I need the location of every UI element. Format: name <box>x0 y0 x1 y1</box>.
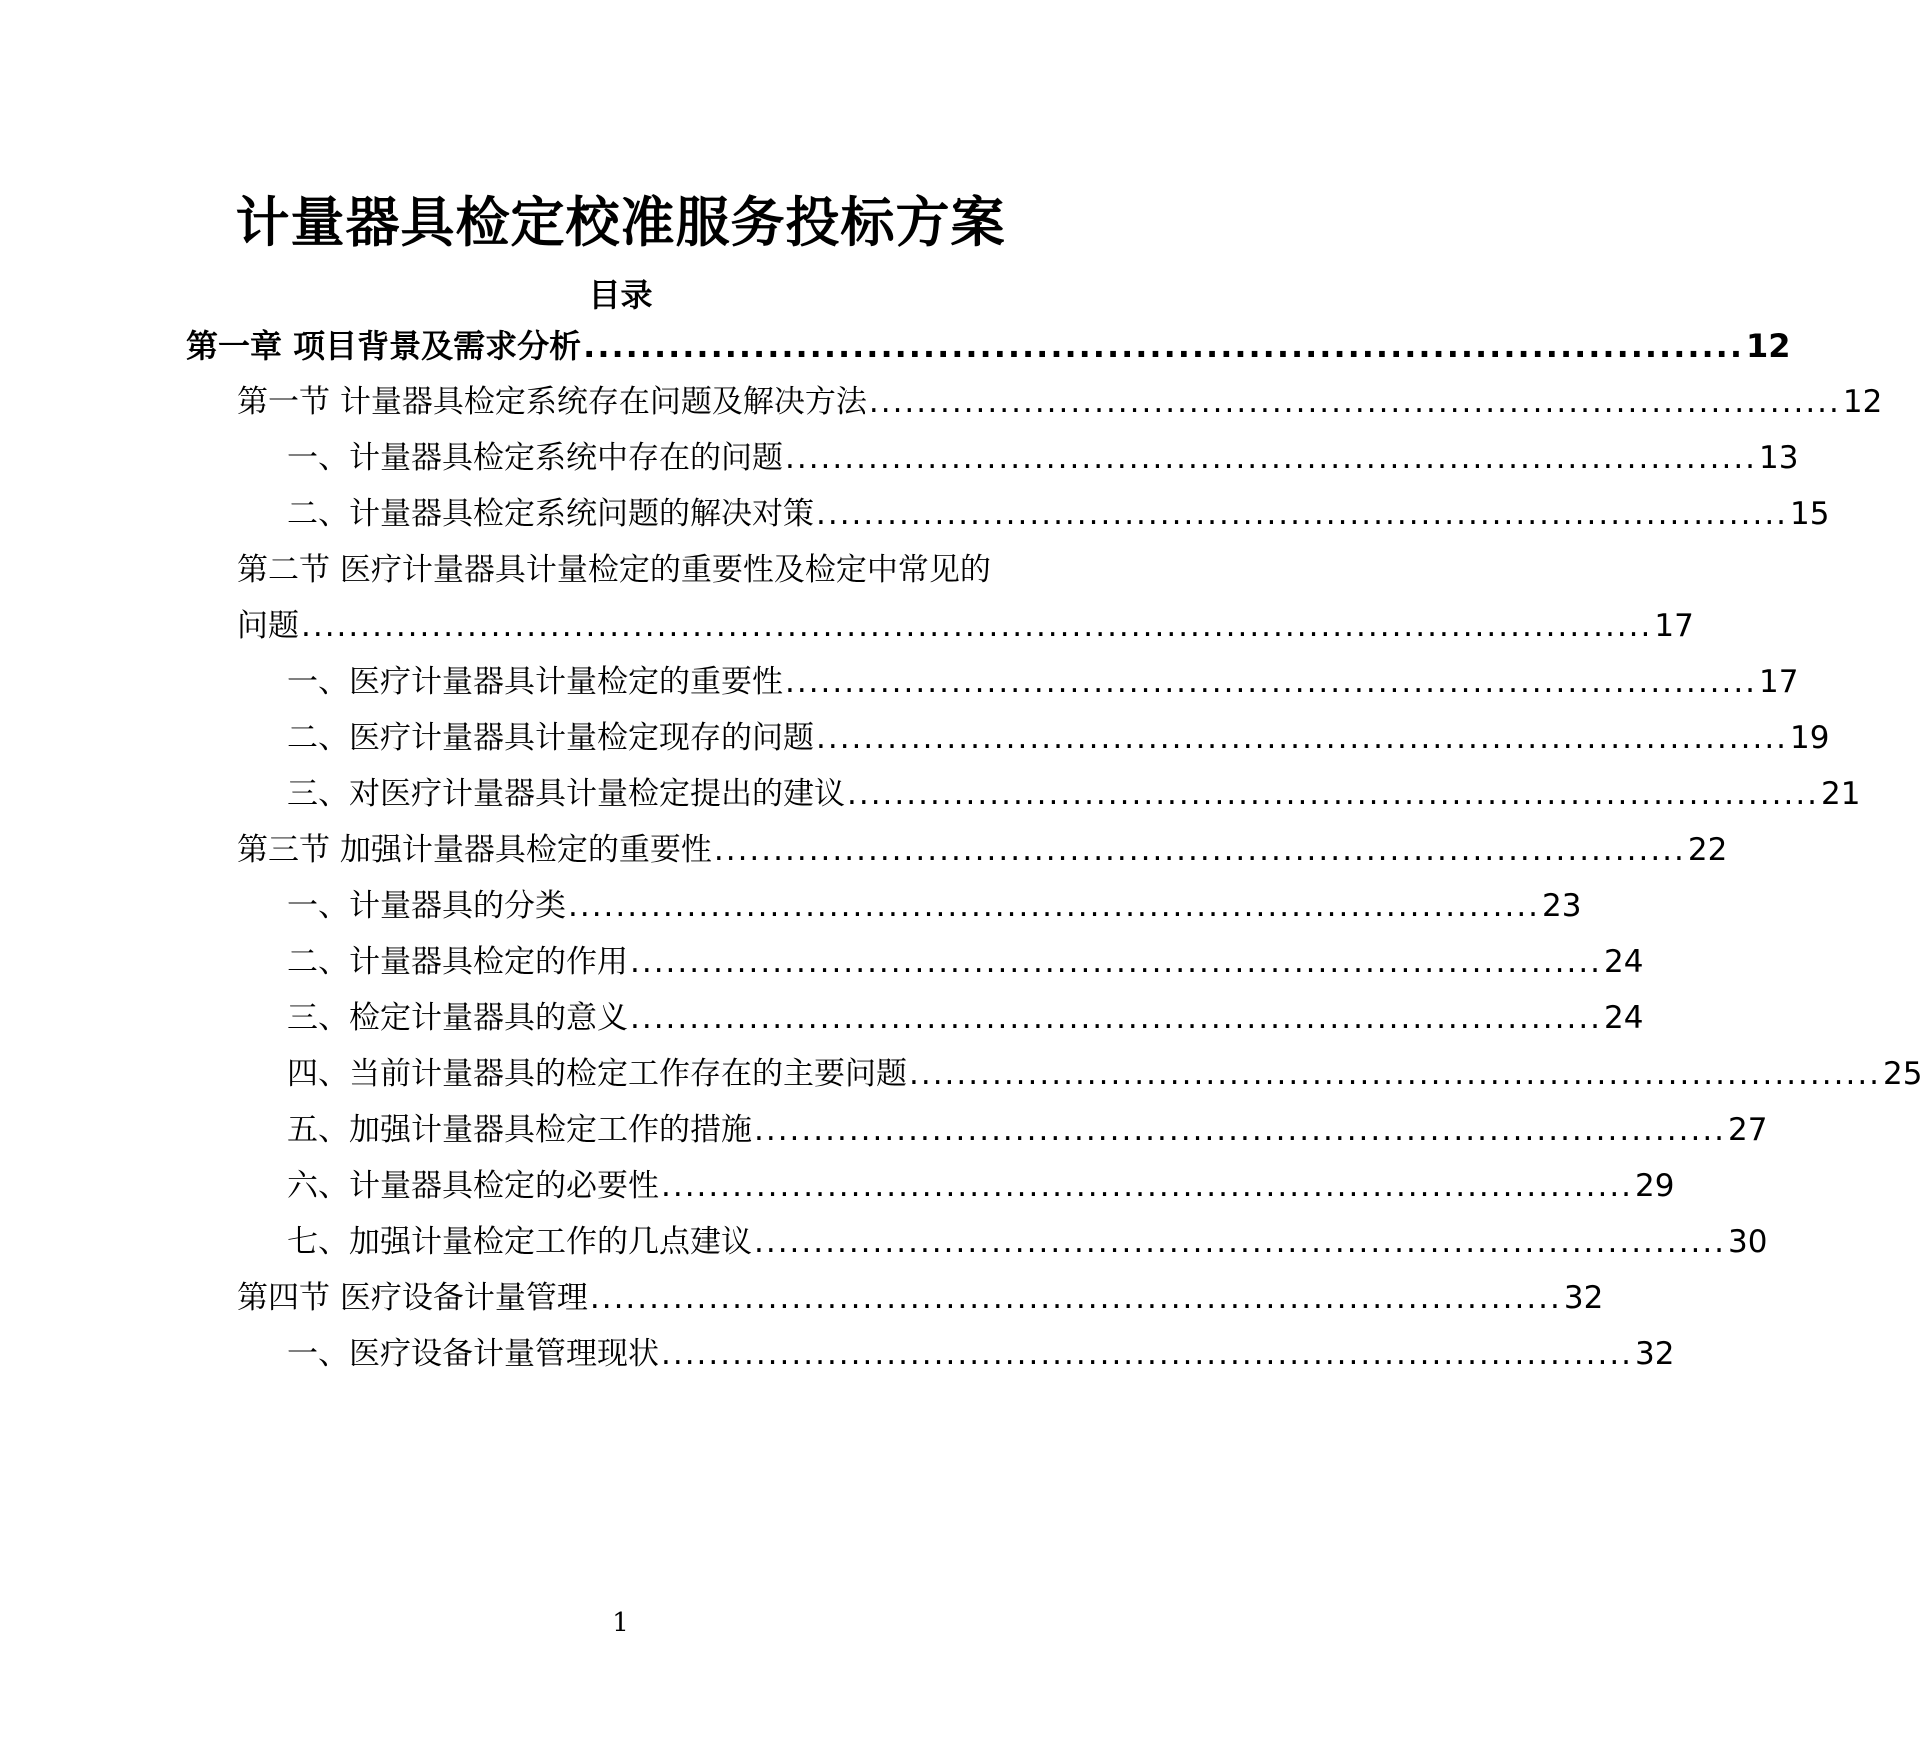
toc-leader-dots: .................................................................................. <box>630 944 1603 980</box>
toc-entry-page: 15 <box>1790 496 1830 532</box>
toc-entry-label: 五、加强计量器具检定工作的措施 <box>287 1112 752 1148</box>
toc-entry-label: 一、医疗设备计量管理现状 <box>287 1336 659 1372</box>
toc-entry-section-3[interactable] <box>237 822 1728 878</box>
toc-leader-dots: .................................................................................. <box>661 1336 1634 1372</box>
toc-entry-chapter-1[interactable] <box>186 318 1791 374</box>
toc-entry-label: 一、计量器具的分类 <box>287 888 566 924</box>
toc-entry-page: 29 <box>1635 1168 1675 1204</box>
toc-entry-label: 七、加强计量检定工作的几点建议 <box>287 1224 752 1260</box>
toc-entry-label: 二、计量器具检定的作用 <box>287 944 628 980</box>
toc-leader-dots: .................................................................................. <box>785 664 1758 700</box>
toc-leader-dots: .................................................................................. <box>847 776 1820 812</box>
toc-entry-item[interactable] <box>287 1046 1922 1102</box>
toc-entry-page: 23 <box>1542 888 1582 924</box>
toc-entry-page: 25 <box>1883 1056 1922 1092</box>
toc-entry-page: 12 <box>1842 384 1883 420</box>
toc-leader-dots: .................................................................................. <box>589 1280 1562 1316</box>
toc-entry-page: 24 <box>1604 944 1644 980</box>
toc-heading: 目录 <box>588 276 653 314</box>
toc-entry-page: 19 <box>1790 720 1830 756</box>
toc-entry-page: 17 <box>1654 608 1694 644</box>
toc-entry-page: 32 <box>1563 1280 1604 1316</box>
toc-entry-item[interactable] <box>287 486 1830 542</box>
toc-entry-item[interactable] <box>287 1102 1768 1158</box>
toc-entry-page: 13 <box>1759 440 1799 476</box>
toc-entry-label: 二、医疗计量器具计量检定现存的问题 <box>287 720 814 756</box>
document-title: 计量器具检定校准服务投标方案 <box>235 191 1006 254</box>
toc-entry-item[interactable] <box>287 710 1830 766</box>
toc-leader-dots: .................................................................................................................. <box>301 608 1653 644</box>
toc-entry-label: 第一章 项目背景及需求分析 <box>186 327 582 365</box>
toc-leader-dots: .................................................................................. <box>661 1168 1634 1204</box>
toc-entry-item[interactable] <box>287 1214 1768 1270</box>
toc-entry-page: 17 <box>1759 664 1799 700</box>
toc-entry-page: 32 <box>1635 1336 1675 1372</box>
toc-entry-label: 第一节 计量器具检定系统存在问题及解决方法 <box>237 384 867 420</box>
toc-entry-section-1[interactable] <box>237 374 1883 430</box>
toc-entry-page: 24 <box>1604 1000 1644 1036</box>
toc-leader-dots: .................................................................................. <box>630 1000 1603 1036</box>
toc-leader-dots: .................................................................................. <box>568 888 1541 924</box>
toc-entry-label: 三、检定计量器具的意义 <box>287 1000 628 1036</box>
toc-entry-item[interactable] <box>287 766 1861 822</box>
toc-entry-item[interactable] <box>287 1158 1675 1214</box>
toc-leader-dots: .................................................................................. <box>909 1056 1882 1092</box>
toc-leader-dots: .................................................................................. <box>816 720 1789 756</box>
toc-entry-item[interactable] <box>287 878 1582 934</box>
toc-entry-label: 一、计量器具检定系统中存在的问题 <box>287 440 783 476</box>
toc-entry-label: 第四节 医疗设备计量管理 <box>237 1280 588 1316</box>
toc-entry-label: 问题 <box>237 608 299 644</box>
toc-leader-dots: .................................................................................. <box>754 1112 1727 1148</box>
toc-entry-page: 27 <box>1728 1112 1768 1148</box>
toc-entry-label: 三、对医疗计量器具计量检定提出的建议 <box>287 776 845 812</box>
toc-leader-dots: .................................................................................. <box>816 496 1789 532</box>
toc-leader-dots: .................................................................................. <box>713 832 1686 868</box>
toc-entry-section-2-line1[interactable]: 第二节 医疗计量器具计量检定的重要性及检定中常见的 <box>237 552 991 588</box>
page-number: 1 <box>612 1608 629 1638</box>
toc-entry-page: 22 <box>1687 832 1728 868</box>
toc-entry-label: 一、医疗计量器具计量检定的重要性 <box>287 664 783 700</box>
toc-leader-dots: .................................................................................. <box>868 384 1841 420</box>
toc-entry-page: 21 <box>1821 776 1861 812</box>
toc-entry-label: 六、计量器具检定的必要性 <box>287 1168 659 1204</box>
toc-entry-page: 12 <box>1745 327 1791 365</box>
toc-entry-section-4[interactable] <box>237 1270 1604 1326</box>
toc-entry-item[interactable] <box>287 934 1644 990</box>
toc-entry-label: 二、计量器具检定系统问题的解决对策 <box>287 496 814 532</box>
toc-entry-item[interactable] <box>287 654 1799 710</box>
toc-entry-item[interactable] <box>287 430 1799 486</box>
toc-entry-label: 第三节 加强计量器具检定的重要性 <box>237 832 712 868</box>
toc-leader-dots: .................................................................................. <box>583 327 1744 365</box>
toc-leader-dots: .................................................................................. <box>754 1224 1727 1260</box>
toc-entry-section-2[interactable] <box>237 598 1694 654</box>
toc-leader-dots: .................................................................................. <box>785 440 1758 476</box>
toc-entry-label: 四、当前计量器具的检定工作存在的主要问题 <box>287 1056 907 1092</box>
toc-entry-page: 30 <box>1728 1224 1768 1260</box>
toc-entry-item[interactable] <box>287 990 1644 1046</box>
toc-entry-item[interactable] <box>287 1326 1675 1382</box>
